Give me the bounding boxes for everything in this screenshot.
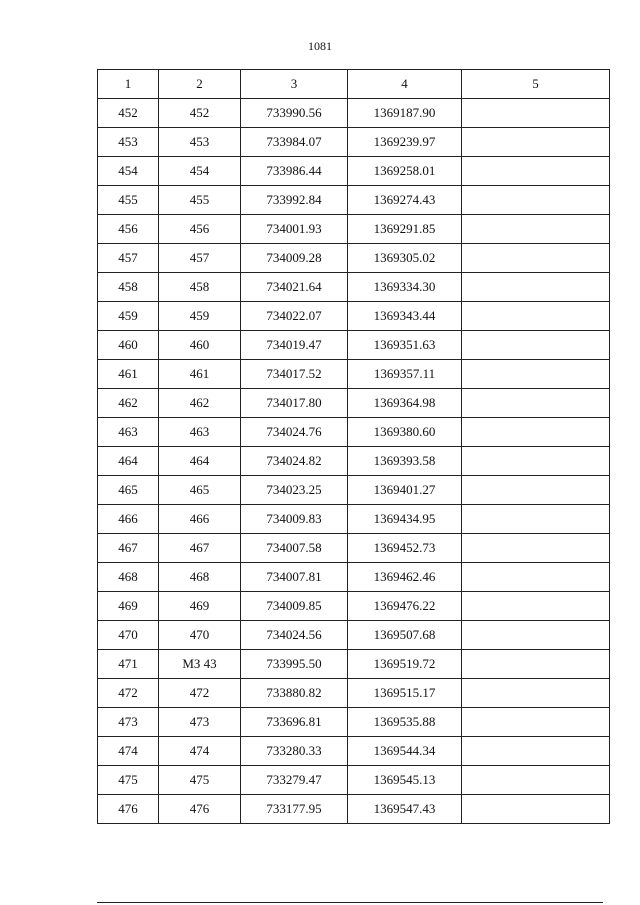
table-cell-col-2: МЗ 43 bbox=[159, 650, 241, 679]
table-cell-col-3: 734023.25 bbox=[241, 476, 348, 505]
table-cell-col-1: 457 bbox=[98, 244, 159, 273]
table-row bbox=[98, 244, 610, 273]
table-cell-col-2: 461 bbox=[159, 360, 241, 389]
table-cell-col-3: 734024.56 bbox=[241, 621, 348, 650]
table-cell-col-2: 475 bbox=[159, 766, 241, 795]
table-cell-col-2: 472 bbox=[159, 679, 241, 708]
table-cell-col-4: 1369544.34 bbox=[348, 737, 462, 766]
table-cell-col-3: 733990.56 bbox=[241, 99, 348, 128]
table-row bbox=[98, 389, 610, 418]
bottom-rule bbox=[97, 902, 603, 903]
table-cell-col-4: 1369393.58 bbox=[348, 447, 462, 476]
table-cell-col-5 bbox=[462, 592, 610, 621]
table-cell-col-3: 734019.47 bbox=[241, 331, 348, 360]
table-cell-col-5 bbox=[462, 186, 610, 215]
table-cell-col-1: 452 bbox=[98, 99, 159, 128]
table-cell-col-2: 474 bbox=[159, 737, 241, 766]
table-cell-col-1: 462 bbox=[98, 389, 159, 418]
table-cell-col-1: 461 bbox=[98, 360, 159, 389]
table-cell-col-2: 470 bbox=[159, 621, 241, 650]
table-cell-col-4: 1369545.13 bbox=[348, 766, 462, 795]
table-cell-col-1: 465 bbox=[98, 476, 159, 505]
header-cell-2: 2 bbox=[159, 70, 241, 99]
table-cell-col-1: 476 bbox=[98, 795, 159, 824]
table-cell-col-5 bbox=[462, 621, 610, 650]
table-row bbox=[98, 273, 610, 302]
table-cell-col-1: 474 bbox=[98, 737, 159, 766]
table-cell-col-3: 733177.95 bbox=[241, 795, 348, 824]
table-header bbox=[98, 70, 610, 99]
table-cell-col-3: 733992.84 bbox=[241, 186, 348, 215]
table-row bbox=[98, 621, 610, 650]
table-cell-col-3: 734007.58 bbox=[241, 534, 348, 563]
table-row bbox=[98, 447, 610, 476]
table-cell-col-3: 733880.82 bbox=[241, 679, 348, 708]
table-cell-col-2: 452 bbox=[159, 99, 241, 128]
table-cell-col-4: 1369452.73 bbox=[348, 534, 462, 563]
table-cell-col-5 bbox=[462, 157, 610, 186]
table-cell-col-1: 473 bbox=[98, 708, 159, 737]
header-cell-5: 5 bbox=[462, 70, 610, 99]
table-cell-col-1: 470 bbox=[98, 621, 159, 650]
table-cell-col-2: 456 bbox=[159, 215, 241, 244]
table-cell-col-2: 458 bbox=[159, 273, 241, 302]
table-cell-col-4: 1369462.46 bbox=[348, 563, 462, 592]
table-cell-col-4: 1369258.01 bbox=[348, 157, 462, 186]
table-cell-col-1: 454 bbox=[98, 157, 159, 186]
table-cell-col-5 bbox=[462, 650, 610, 679]
table-cell-col-5 bbox=[462, 708, 610, 737]
table-cell-col-2: 453 bbox=[159, 128, 241, 157]
table-row bbox=[98, 737, 610, 766]
table-cell-col-3: 734017.52 bbox=[241, 360, 348, 389]
table-cell-col-3: 733986.44 bbox=[241, 157, 348, 186]
table-cell-col-3: 733696.81 bbox=[241, 708, 348, 737]
header-row bbox=[98, 70, 610, 99]
table-cell-col-2: 457 bbox=[159, 244, 241, 273]
table-row bbox=[98, 476, 610, 505]
table-row bbox=[98, 679, 610, 708]
table-cell-col-2: 455 bbox=[159, 186, 241, 215]
table-row bbox=[98, 331, 610, 360]
table-cell-col-5 bbox=[462, 302, 610, 331]
table-cell-col-5 bbox=[462, 215, 610, 244]
table-cell-col-4: 1369507.68 bbox=[348, 621, 462, 650]
header-cell-3: 3 bbox=[241, 70, 348, 99]
table-cell-col-1: 456 bbox=[98, 215, 159, 244]
table-cell-col-1: 453 bbox=[98, 128, 159, 157]
table-cell-col-4: 1369515.17 bbox=[348, 679, 462, 708]
table-cell-col-4: 1369519.72 bbox=[348, 650, 462, 679]
table-cell-col-5 bbox=[462, 737, 610, 766]
table-cell-col-2: 476 bbox=[159, 795, 241, 824]
header-cell-4: 4 bbox=[348, 70, 462, 99]
page-number: 1081 bbox=[308, 39, 332, 53]
table-row bbox=[98, 128, 610, 157]
table-cell-col-1: 455 bbox=[98, 186, 159, 215]
table-cell-col-4: 1369434.95 bbox=[348, 505, 462, 534]
table-cell-col-3: 734022.07 bbox=[241, 302, 348, 331]
table-cell-col-2: 459 bbox=[159, 302, 241, 331]
table-cell-col-5 bbox=[462, 679, 610, 708]
table-cell-col-4: 1369547.43 bbox=[348, 795, 462, 824]
coordinates-table bbox=[97, 69, 610, 824]
table-cell-col-3: 734009.85 bbox=[241, 592, 348, 621]
table-cell-col-5 bbox=[462, 128, 610, 157]
table-cell-col-3: 734009.83 bbox=[241, 505, 348, 534]
table-cell-col-5 bbox=[462, 331, 610, 360]
table-row bbox=[98, 563, 610, 592]
table-cell-col-2: 469 bbox=[159, 592, 241, 621]
table-cell-col-5 bbox=[462, 99, 610, 128]
table-cell-col-4: 1369357.11 bbox=[348, 360, 462, 389]
table-cell-col-4: 1369187.90 bbox=[348, 99, 462, 128]
table-cell-col-3: 734017.80 bbox=[241, 389, 348, 418]
table-cell-col-5 bbox=[462, 360, 610, 389]
table-cell-col-2: 460 bbox=[159, 331, 241, 360]
table-cell-col-5 bbox=[462, 244, 610, 273]
table-cell-col-5 bbox=[462, 389, 610, 418]
table-cell-col-3: 734024.82 bbox=[241, 447, 348, 476]
table-cell-col-4: 1369535.88 bbox=[348, 708, 462, 737]
table-cell-col-2: 463 bbox=[159, 418, 241, 447]
table-cell-col-1: 475 bbox=[98, 766, 159, 795]
table-cell-col-4: 1369351.63 bbox=[348, 331, 462, 360]
table-row bbox=[98, 766, 610, 795]
table-row bbox=[98, 534, 610, 563]
table-cell-col-3: 734009.28 bbox=[241, 244, 348, 273]
table-cell-col-4: 1369476.22 bbox=[348, 592, 462, 621]
table-cell-col-1: 466 bbox=[98, 505, 159, 534]
table-cell-col-5 bbox=[462, 476, 610, 505]
table-row bbox=[98, 157, 610, 186]
table-cell-col-2: 464 bbox=[159, 447, 241, 476]
table-cell-col-1: 464 bbox=[98, 447, 159, 476]
table-row bbox=[98, 650, 610, 679]
table-cell-col-4: 1369334.30 bbox=[348, 273, 462, 302]
table-cell-col-2: 454 bbox=[159, 157, 241, 186]
table-row bbox=[98, 592, 610, 621]
table-row bbox=[98, 505, 610, 534]
table-cell-col-4: 1369239.97 bbox=[348, 128, 462, 157]
table-row bbox=[98, 418, 610, 447]
table-cell-col-3: 734001.93 bbox=[241, 215, 348, 244]
table-cell-col-1: 468 bbox=[98, 563, 159, 592]
table-cell-col-5 bbox=[462, 766, 610, 795]
table-cell-col-4: 1369291.85 bbox=[348, 215, 462, 244]
table-cell-col-3: 733279.47 bbox=[241, 766, 348, 795]
table-cell-col-4: 1369401.27 bbox=[348, 476, 462, 505]
table-row bbox=[98, 99, 610, 128]
table-cell-col-3: 734024.76 bbox=[241, 418, 348, 447]
table-cell-col-1: 471 bbox=[98, 650, 159, 679]
table-cell-col-1: 458 bbox=[98, 273, 159, 302]
table-cell-col-1: 459 bbox=[98, 302, 159, 331]
table-cell-col-1: 469 bbox=[98, 592, 159, 621]
table-cell-col-2: 473 bbox=[159, 708, 241, 737]
table-row bbox=[98, 360, 610, 389]
table-body bbox=[98, 99, 610, 824]
table-row bbox=[98, 795, 610, 824]
table-cell-col-5 bbox=[462, 563, 610, 592]
table-cell-col-5 bbox=[462, 418, 610, 447]
table-cell-col-1: 467 bbox=[98, 534, 159, 563]
table-row bbox=[98, 708, 610, 737]
table-cell-col-5 bbox=[462, 273, 610, 302]
table-cell-col-4: 1369364.98 bbox=[348, 389, 462, 418]
table-cell-col-4: 1369274.43 bbox=[348, 186, 462, 215]
table-cell-col-3: 733995.50 bbox=[241, 650, 348, 679]
table-cell-col-5 bbox=[462, 534, 610, 563]
table-cell-col-5 bbox=[462, 795, 610, 824]
table-cell-col-2: 462 bbox=[159, 389, 241, 418]
table-cell-col-3: 733984.07 bbox=[241, 128, 348, 157]
table-cell-col-3: 734021.64 bbox=[241, 273, 348, 302]
table-cell-col-1: 460 bbox=[98, 331, 159, 360]
table-row bbox=[98, 186, 610, 215]
table-cell-col-3: 734007.81 bbox=[241, 563, 348, 592]
table-cell-col-5 bbox=[462, 447, 610, 476]
table-cell-col-1: 472 bbox=[98, 679, 159, 708]
table-cell-col-2: 467 bbox=[159, 534, 241, 563]
table-cell-col-2: 466 bbox=[159, 505, 241, 534]
table-row bbox=[98, 215, 610, 244]
table-cell-col-1: 463 bbox=[98, 418, 159, 447]
table-cell-col-5 bbox=[462, 505, 610, 534]
table-cell-col-4: 1369343.44 bbox=[348, 302, 462, 331]
header-cell-1: 1 bbox=[98, 70, 159, 99]
table-cell-col-4: 1369380.60 bbox=[348, 418, 462, 447]
table-cell-col-2: 468 bbox=[159, 563, 241, 592]
table-cell-col-2: 465 bbox=[159, 476, 241, 505]
table-row bbox=[98, 302, 610, 331]
table-cell-col-3: 733280.33 bbox=[241, 737, 348, 766]
table-cell-col-4: 1369305.02 bbox=[348, 244, 462, 273]
